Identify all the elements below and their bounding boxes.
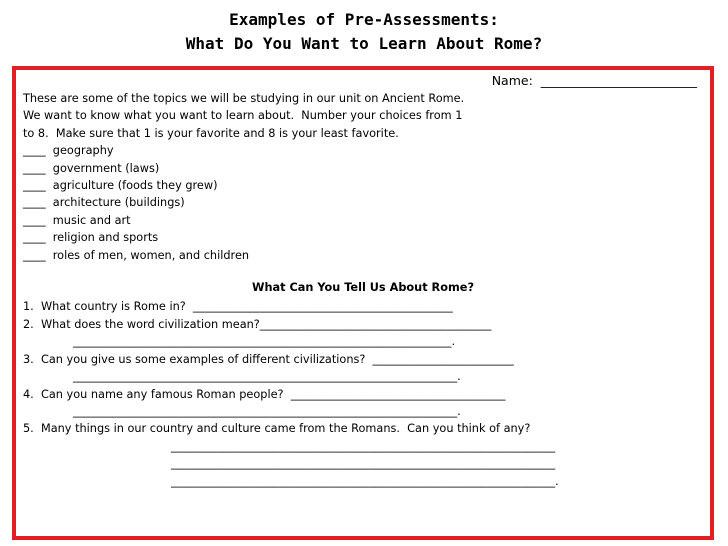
page-header: [0, 0, 728, 56]
topic-label: architecture (buildings): [52, 196, 185, 210]
question-4: 4. Can you name any famous Roman people? ______________________________________: [23, 387, 506, 401]
topic-label: government (laws): [52, 161, 160, 175]
topic-item: [23, 247, 703, 264]
worksheet-content: [23, 72, 703, 490]
topic-label: geography: [52, 144, 114, 158]
question-3: 3. Can you give us some examples of different civilizations? _________________________: [23, 352, 514, 366]
rank-blank: ____: [23, 213, 46, 227]
title-line-2: What Do You Want to Learn About Rome?: [185, 34, 543, 53]
name-field: [23, 72, 703, 90]
topic-item: [23, 212, 703, 229]
topic-label: roles of men, women, and children: [52, 248, 250, 262]
rank-blank: ____: [23, 231, 46, 245]
name-label: Name:: [491, 73, 533, 88]
topic-label: religion and sports: [52, 231, 159, 245]
question-5-answer-line-3: ____________________________________________________________________.: [171, 474, 559, 488]
question-5-answer-line-2: ____________________________________________________________________: [171, 457, 556, 471]
rank-blank: ____: [23, 248, 46, 262]
topic-item: [23, 229, 703, 246]
name-blank: _________________________: [540, 73, 697, 88]
rank-blank: ____: [23, 196, 46, 210]
intro-line-3: to 8. Make sure that 1 is your favorite and 8 is your least favorite.: [23, 126, 399, 140]
question-2-answer-line: ___________________________________________________________________.: [73, 335, 456, 349]
topic-item: [23, 142, 703, 159]
topic-item: [23, 194, 703, 211]
topic-label: music and art: [52, 213, 131, 227]
question-3-answer-line: ____________________________________________________________________.: [73, 370, 461, 384]
question-5: 5. Many things in our country and culture came from the Romans. Can you think of any?: [23, 422, 531, 436]
intro-line-2: We want to know what you want to learn about. Number your choices from 1: [23, 109, 463, 123]
rank-blank: ____: [23, 179, 46, 193]
title-line-1: Examples of Pre-Assessments:: [229, 10, 499, 29]
topic-item: [23, 177, 703, 194]
rank-blank: ____: [23, 144, 46, 158]
question-5-answer-line-1: ____________________________________________________________________: [171, 439, 556, 453]
question-4-answer-line: ____________________________________________________________________.: [73, 404, 461, 418]
rank-blank: ____: [23, 161, 46, 175]
intro-line-1: These are some of the topics we will be studying in our unit on Ancient Rome.: [23, 92, 465, 105]
topic-item: [23, 160, 703, 177]
question-2: 2. What does the word civilization mean?_________________________________________: [23, 317, 492, 331]
topic-label: agriculture (foods they grew): [52, 179, 218, 193]
question-1: 1. What country is Rome in? ______________________________________________: [23, 300, 453, 314]
section-title: What Can You Tell Us About Rome?: [251, 281, 474, 295]
